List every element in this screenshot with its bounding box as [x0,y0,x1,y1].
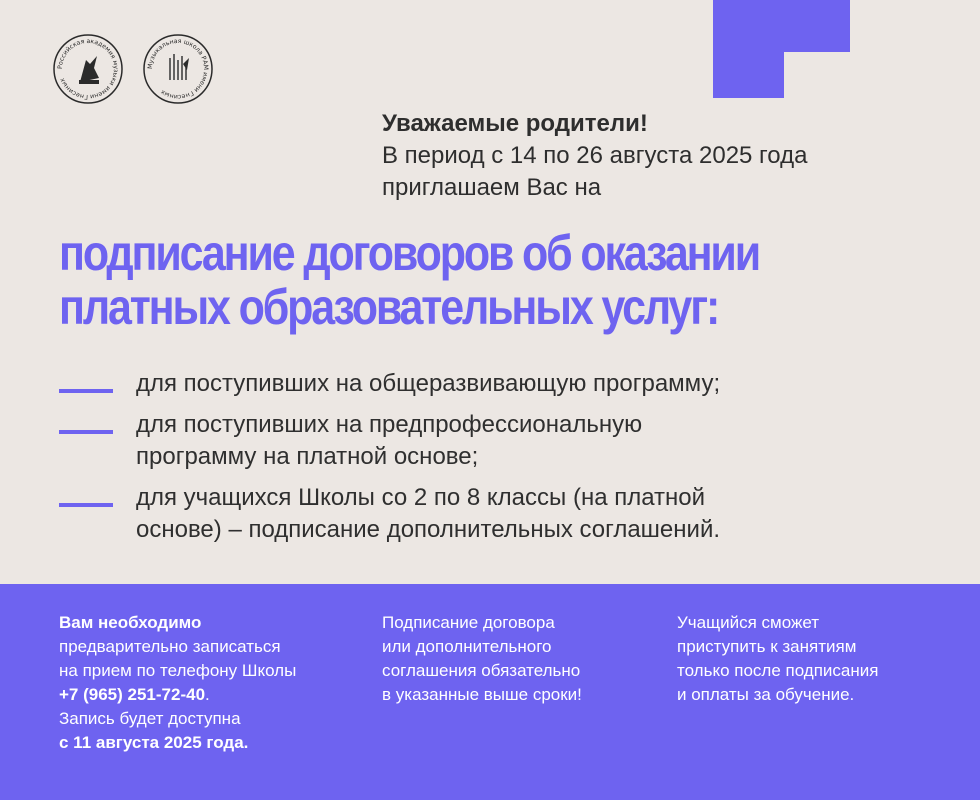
classes-line: приступить к занятиям [677,637,857,656]
music-school-logo [143,34,213,104]
list-item-text-continued: программу на платной основе; [136,443,479,470]
headline-line-1: подписание договоров об оказании [59,225,759,281]
deadline-line: Подписание договора [382,613,555,632]
list-item [59,368,879,400]
registration-start-date: с 11 августа 2025 года. [59,733,249,752]
list-item-text-continued: основе) – подписание дополнительных соглашений. [136,516,721,543]
intro-line-2: приглашаем Вас на [382,174,602,201]
dash-icon [59,389,113,393]
deadline-line: или дополнительного [382,637,552,656]
classes-line: и оплаты за обучение. [677,685,855,704]
registration-line: Запись будет доступна [59,709,241,728]
dash-icon [59,430,113,434]
list-item-text: для поступивших на общеразвивающую программу; [136,370,721,397]
list-item-text: для поступивших на предпрофессиональную [136,411,643,438]
academy-logo [53,34,123,104]
registration-heading: Вам необходимо [59,613,202,632]
registration-line: на прием по телефону Школы [59,661,297,680]
deadline-line: соглашения обязательно [382,661,581,680]
school-phone: +7 (965) 251-72-40 [59,685,206,704]
greeting: Уважаемые родители! [382,110,648,137]
classes-line: только после подписания [677,661,879,680]
classes-line: Учащийся сможет [677,613,820,632]
corner-decoration [713,0,850,52]
list-item [59,482,879,546]
info-footer [0,584,980,800]
list-item-text: для учащихся Школы со 2 по 8 классы (на платной [136,484,706,511]
svg-text:Российская академия музыки име: Российская академия музыки имени Гнесиных [56,37,120,101]
phone-suffix: . [205,685,210,704]
svg-text:Музыкальная школа РАМ имени Гн: Музыкальная школа РАМ имени Гнесиных [146,37,210,101]
list-item [59,409,879,473]
registration-info [59,611,349,755]
intro-text [382,108,942,204]
intro-line-1: В период с 14 по 26 августа 2025 года [382,142,808,169]
audience-list [59,368,879,555]
headline-line-2: платных образовательных услуг: [59,279,719,335]
dash-icon [59,503,113,507]
registration-line: предварительно записаться [59,637,281,656]
classes-info [677,611,957,707]
deadline-line: в указанные выше сроки! [382,685,582,704]
headline [59,226,816,334]
deadline-info [382,611,642,707]
corner-decoration-step [713,52,784,98]
